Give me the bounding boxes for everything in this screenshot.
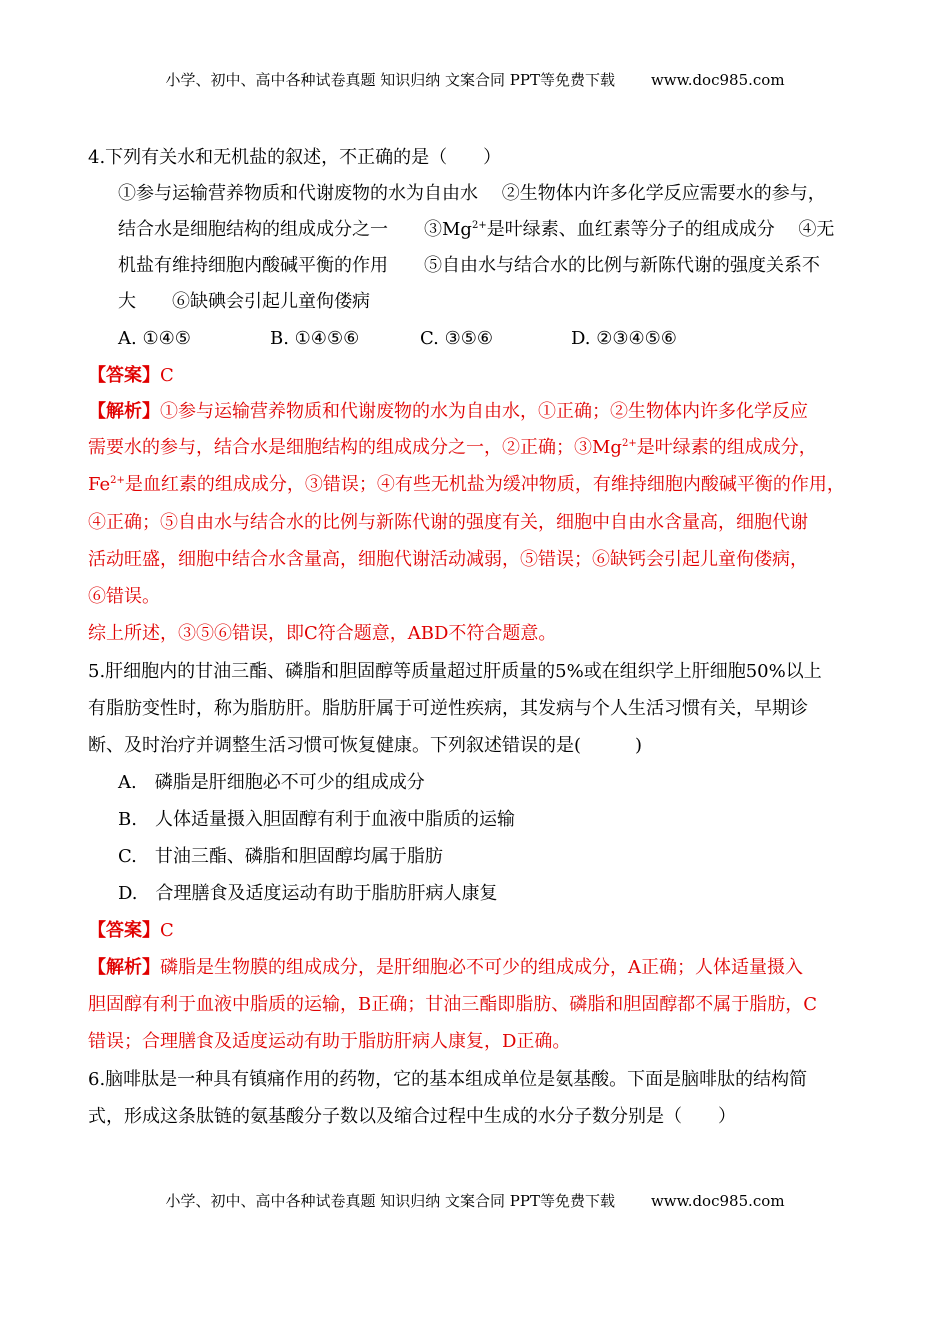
- header-site: www.doc985.com: [650, 71, 785, 89]
- q5-analysis-line-3: 错误；合理膳食及适度运动有助于脂肪肝病人康复，D正确。: [88, 1031, 571, 1052]
- q4-analysis-line-5: 活动旺盛，细胞中结合水含量高，细胞代谢活动减弱，⑤错误；⑥缺钙会引起儿童佝偻病，: [88, 549, 808, 570]
- q5-stem-line-2: 有脂肪变性时，称为脂肪肝。脂肪肝属于可逆性疾病，其发病与个人生活习惯有关，早期诊: [88, 698, 808, 719]
- footer-text: 小学、初中、高中各种试卷真题 知识归纳 文案合同 PPT等免费下载: [165, 1192, 615, 1210]
- analysis-tag: 【解析】: [88, 957, 160, 978]
- page-footer: [0, 1190, 950, 1211]
- q4-option-b: B. ①④⑤⑥: [270, 328, 360, 349]
- q4-stem: 4.下列有关水和无机盐的叙述，不正确的是（ ）: [88, 147, 502, 168]
- q4-analysis-line-1: 【解析】①参与运输营养物质和代谢废物的水为自由水，①正确；②生物体内许多化学反应: [88, 401, 808, 422]
- q5-answer: [88, 919, 174, 943]
- q4-statement-line-3: 机盐有维持细胞内酸碱平衡的作用 ⑤自由水与结合水的比例与新陈代谢的强度关系不: [118, 255, 820, 276]
- header-text: 小学、初中、高中各种试卷真题 知识归纳 文案合同 PPT等免费下载: [165, 71, 615, 89]
- q4-option-a: A. ①④⑤: [118, 328, 191, 349]
- analysis-tag: 【解析】: [88, 401, 160, 422]
- q5-option-a: A. 磷脂是肝细胞必不可少的组成成分: [118, 772, 425, 793]
- q4-analysis-line-6: ⑥错误。: [88, 586, 160, 607]
- q4-analysis-summary: 综上所述，③⑤⑥错误，即C符合题意，ABD不符合题意。: [88, 623, 557, 644]
- q4-option-d: D. ②③④⑤⑥: [571, 328, 677, 349]
- q4-statement-line-2: 结合水是细胞结构的组成成分之一 $③Mg^{2+}$是叶绿素、血红素等分子的组成成分 ④无: [118, 219, 835, 240]
- q4-analysis-line-3: $Fe^{2+}$是血红素的组成成分，③错误；④有些无机盐为缓冲物质，有维持细胞内酸碱平衡的作用，: [88, 474, 845, 495]
- q5-stem-line-1: 5.肝细胞内的甘油三酯、磷脂和胆固醇等质量超过肝质量的5%或在组织学上肝细胞50%以上: [88, 661, 822, 682]
- q4-option-c: C. ③⑤⑥: [420, 328, 493, 349]
- page-header: [0, 69, 950, 90]
- footer-site: www.doc985.com: [650, 1192, 785, 1210]
- answer-value: C: [160, 365, 174, 386]
- q4-statement-line-1: ①参与运输营养物质和代谢废物的水为自由水 ②生物体内许多化学反应需要水的参与，: [118, 183, 826, 204]
- answer-tag: 【答案】: [88, 365, 160, 386]
- q5-option-b: B. 人体适量摄入胆固醇有利于血液中脂质的运输: [118, 809, 515, 830]
- q4-analysis-line-2: 需要水的参与，结合水是细胞结构的组成成分之一，②正确；$③Mg^{2+}$是叶绿素的组成成分，: [88, 437, 817, 458]
- q5-analysis-line-2: 胆固醇有利于血液中脂质的运输，B正确；甘油三酯即脂肪、磷脂和胆固醇都不属于脂肪，C: [88, 994, 817, 1015]
- answer-tag: 【答案】: [88, 920, 160, 941]
- q5-analysis-line-1: 【解析】磷脂是生物膜的组成成分，是肝细胞必不可少的组成成分，A正确；人体适量摄入: [88, 957, 803, 978]
- answer-value: C: [160, 920, 174, 941]
- q5-option-d: D. 合理膳食及适度运动有助于脂肪肝病人康复: [118, 883, 498, 904]
- q4-analysis-line-4: ④正确；⑤自由水与结合水的比例与新陈代谢的强度有关，细胞中自由水含量高，细胞代谢: [88, 512, 808, 533]
- q4-statement-line-4: 大 ⑥缺碘会引起儿童佝偻病: [118, 291, 370, 312]
- q4-answer: [88, 364, 174, 388]
- q5-option-c: C. 甘油三酯、磷脂和胆固醇均属于脂肪: [118, 846, 443, 867]
- q5-stem-line-3: 断、及时治疗并调整生活习惯可恢复健康。下列叙述错误的是( ): [88, 735, 643, 756]
- q6-stem-line-1: 6.脑啡肽是一种具有镇痛作用的药物，它的基本组成单位是氨基酸。下面是脑啡肽的结构简: [88, 1069, 808, 1090]
- q6-stem-line-2: 式，形成这条肽链的氨基酸分子数以及缩合过程中生成的水分子数分别是（ ）: [88, 1106, 736, 1127]
